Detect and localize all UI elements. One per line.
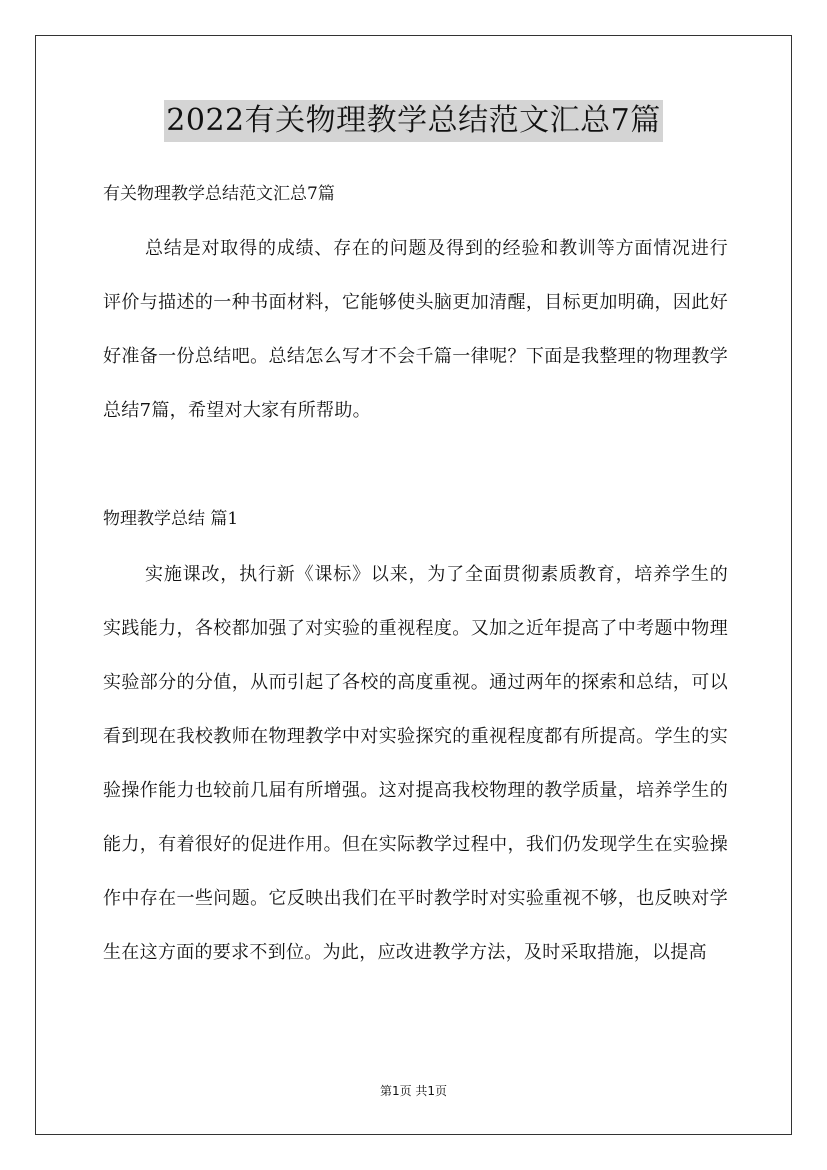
intro-paragraph: 总结是对取得的成绩、存在的问题及得到的经验和教训等方面情况进行评价与描述的一种书面材料，它能够使头脑更加清醒，目标更加明确，因此好好准备一份总结吧。总结怎么写才不会千篇一律呢？下面是我整理的物理教学总结7篇，希望对大家有所帮助。 [103, 238, 728, 421]
title-container [0, 100, 827, 142]
page-footer: 第1页 共1页 [379, 1084, 448, 1098]
document-title: 2022有关物理教学总结范文汇总7篇 [164, 100, 662, 142]
section-heading: 物理教学总结 篇1 [103, 509, 239, 529]
section-paragraph: 实施课改，执行新《课标》以来，为了全面贯彻素质教育，培养学生的实践能力，各校都加强了对实验的重视程度。又加之近年提高了中考题中物理实验部分的分值，从而引起了各校的高度重视。通过两年的探索和总结，可以看到现在我校教师在物理教学中对实验探究的重视程度都有所提高。学生的实验操作能力也较前几届有所增强。这对提高我校物理的教学质量，培养学生的能力，有着很好的促进作用。但在实际教学过程中，我们仍发现学生在实验操作中存在一些问题。它反映出我们在平时教学时对实验重视不够，也反映对学生在这方面的要求不到位。为此，应改进教学方法，及时采取措施，以提高 [103, 564, 728, 963]
document-subtitle: 有关物理教学总结范文汇总7篇 [103, 184, 335, 204]
